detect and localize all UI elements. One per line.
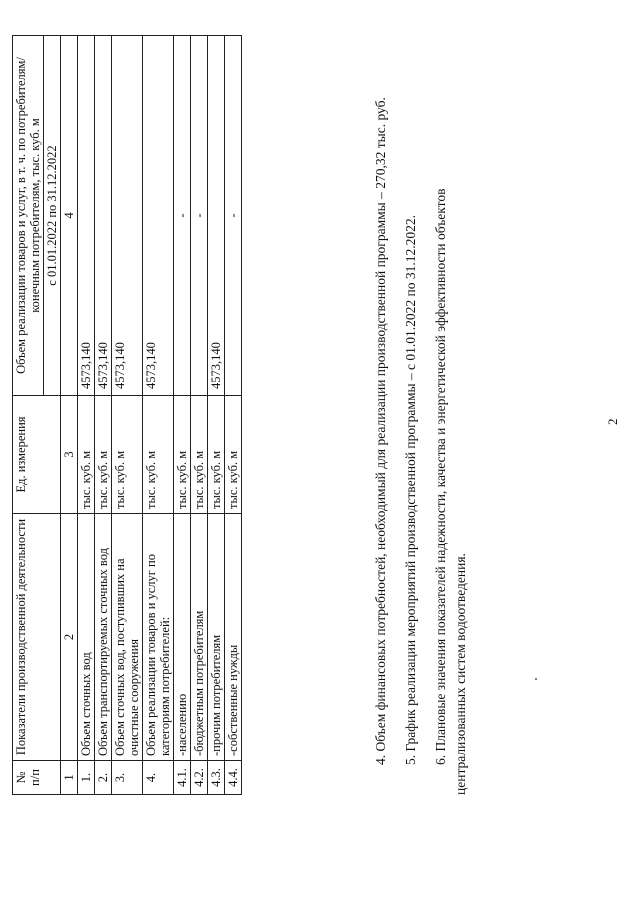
scan-speck — [535, 678, 537, 680]
table-row — [208, 36, 225, 795]
row-num: 1. — [78, 761, 95, 795]
colnum-4: 4 — [61, 36, 78, 396]
row-name: Объем сточных вод, поступивших на очистные сооружения — [112, 514, 143, 761]
row-name: -населению — [174, 514, 191, 761]
row-unit: тыс. куб. м — [95, 396, 112, 514]
header-unit: Ед. измерения — [13, 396, 61, 514]
row-value: 4573,140 — [143, 36, 174, 396]
production-table — [12, 35, 242, 795]
table-row — [225, 36, 242, 795]
row-num: 4.2. — [191, 761, 208, 795]
header-volume: Объем реализации товаров и услуг, в т. ч. по потребителям/ конечным потребителям, тыс. куб. м — [13, 36, 44, 396]
paragraph-financial-needs: 4. Объем финансовых потребностей, необходимый для реализации производственной программы – 270,32 тыс. руб. — [373, 97, 388, 765]
row-num: 4.4. — [225, 761, 242, 795]
table-row — [112, 36, 143, 795]
table-row — [78, 36, 95, 795]
paragraph-reliability-line1: 6. Плановые значения показателей надежности, качества и энергетической эффективности объектов — [433, 188, 448, 765]
row-name: -бюджетным потребителям — [191, 514, 208, 761]
column-number-row — [61, 36, 78, 795]
page-number: 2 — [605, 418, 620, 425]
header-period: с 01.01.2022 по 31.12.2022 — [44, 36, 61, 396]
row-value: 4573,140 — [208, 36, 225, 396]
row-num: 3. — [112, 761, 143, 795]
header-indicator: Показатели производственной деятельности — [13, 514, 61, 761]
table-row — [191, 36, 208, 795]
row-num: 4. — [143, 761, 174, 795]
colnum-2: 2 — [61, 514, 78, 761]
row-name: -собственные нужды — [225, 514, 242, 761]
row-unit: тыс. куб. м — [143, 396, 174, 514]
colnum-3: 3 — [61, 396, 78, 514]
row-unit: тыс. куб. м — [112, 396, 143, 514]
table-row — [174, 36, 191, 795]
paragraph-reliability-line2: централизованных систем водоотведения. — [453, 553, 468, 795]
row-value: 4573,140 — [78, 36, 95, 396]
row-name: -прочим потребителям — [208, 514, 225, 761]
row-num: 2. — [95, 761, 112, 795]
table-row — [143, 36, 174, 795]
row-name: Объем сточных вод — [78, 514, 95, 761]
row-value: 4573,140 — [112, 36, 143, 396]
paragraph-schedule: 5. График реализации мероприятий производственной программы – с 01.01.2022 по 31.12.2022. — [403, 214, 418, 765]
colnum-1: 1 — [61, 761, 78, 795]
row-value: - — [191, 36, 208, 396]
header-row — [13, 36, 44, 795]
row-value: - — [174, 36, 191, 396]
row-name: Объем транспортируемых сточных вод — [95, 514, 112, 761]
row-name: Объем реализации товаров и услуг по категориям потребителей: — [143, 514, 174, 761]
row-unit: тыс. куб. м — [174, 396, 191, 514]
row-unit: тыс. куб. м — [191, 396, 208, 514]
row-unit: тыс. куб. м — [208, 396, 225, 514]
header-num: № п/п — [13, 761, 61, 795]
row-unit: тыс. куб. м — [225, 396, 242, 514]
table-row — [95, 36, 112, 795]
row-unit: тыс. куб. м — [78, 396, 95, 514]
row-num: 4.1. — [174, 761, 191, 795]
row-value: - — [225, 36, 242, 396]
row-value: 4573,140 — [95, 36, 112, 396]
row-num: 4.3. — [208, 761, 225, 795]
